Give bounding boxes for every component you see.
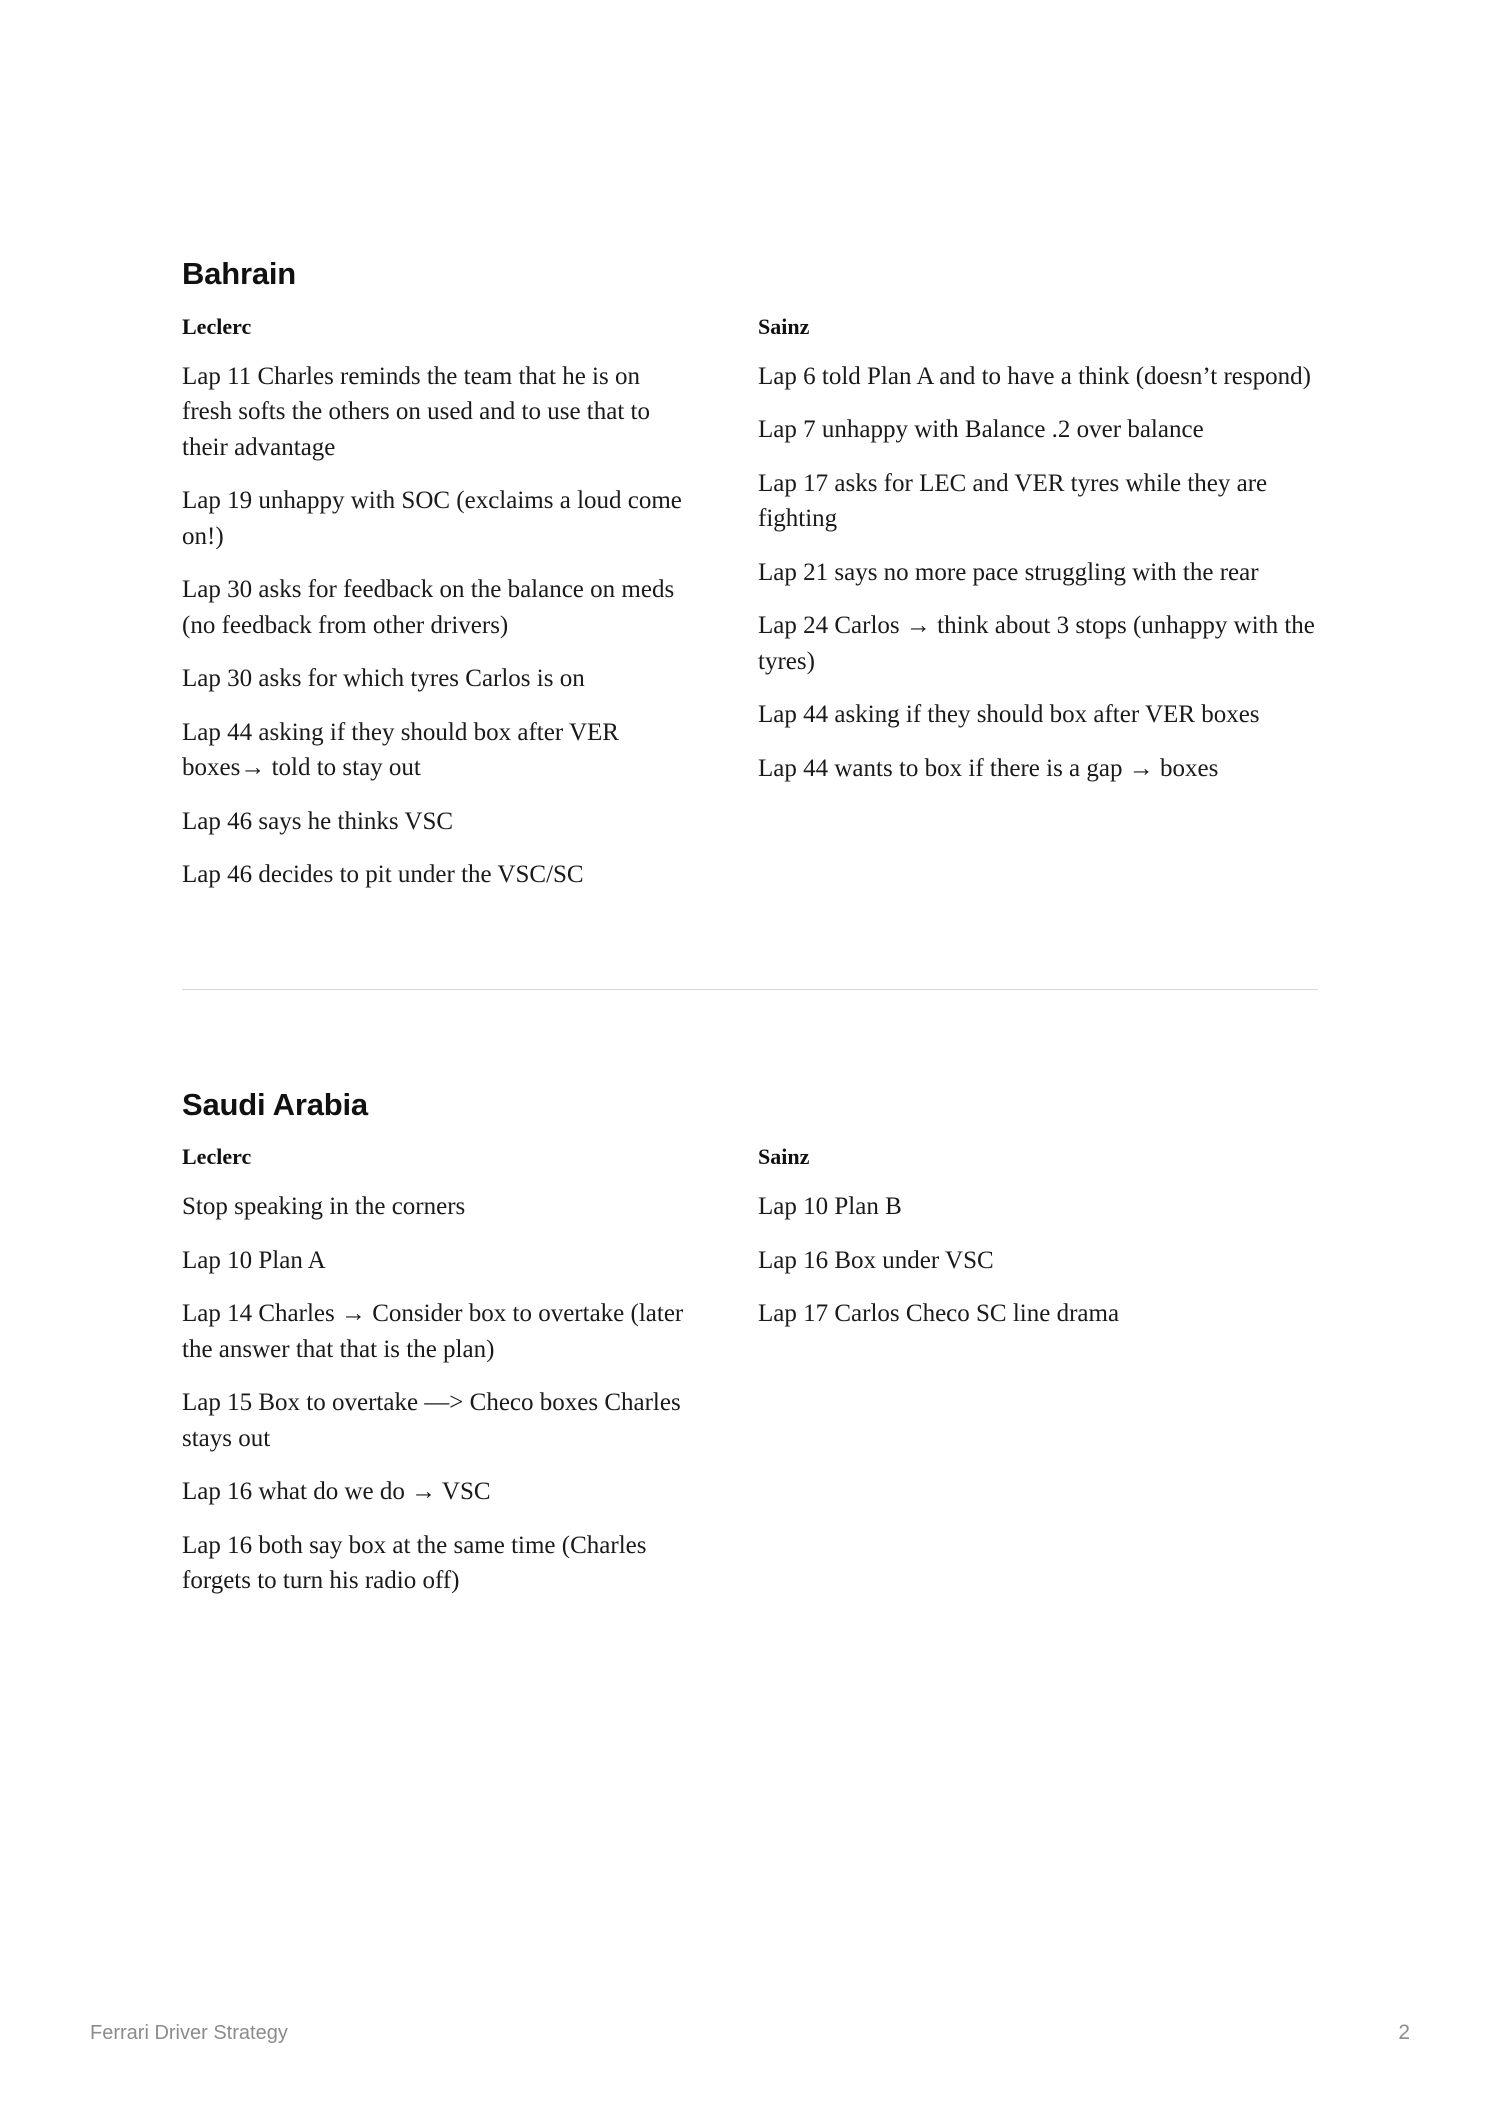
section-title: Bahrain — [182, 256, 297, 291]
column-heading-leclerc: Leclerc — [182, 313, 252, 339]
note-entry: Lap 16 what do we do → VSC — [182, 1478, 491, 1506]
note-entry: Lap 21 says no more pace struggling with the rear — [758, 558, 1259, 586]
note-entry: Lap 24 Carlos → think about 3 stops (unhappy with the tyres) — [758, 612, 1315, 675]
column-heading-leclerc: Leclerc — [182, 1144, 252, 1170]
note-entry: Lap 17 Carlos Checo SC line drama — [758, 1300, 1120, 1328]
note-entry: Lap 46 says he thinks VSC — [182, 807, 454, 835]
footer-label: Ferrari Driver Strategy — [90, 2022, 288, 2044]
note-entry: Lap 16 Box under VSC — [758, 1246, 994, 1274]
column-heading-sainz: Sainz — [758, 1144, 810, 1170]
note-entry: Lap 44 asking if they should box after VER boxes→ told to stay out — [182, 718, 619, 782]
document-content — [182, 0, 1318, 1599]
note-entry: Lap 10 Plan A — [182, 1246, 326, 1274]
note-entry: Lap 30 asks for feedback on the balance on meds (no feedback from other drivers) — [182, 576, 675, 639]
note-entry: Lap 16 both say box at the same time (Charles forgets to turn his radio off) — [182, 1531, 647, 1595]
column-leclerc — [182, 312, 750, 893]
page-footer — [90, 2021, 1410, 2045]
note-entry: Lap 11 Charles reminds the team that he is on fresh softs the others on used and to use that to their advantage — [182, 362, 650, 461]
section-saudi-arabia — [182, 990, 1318, 1599]
section-title: Saudi Arabia — [182, 1086, 368, 1122]
note-entry: Lap 44 wants to box if there is a gap → boxes — [758, 754, 1219, 782]
note-entry: Lap 14 Charles → Consider box to overtake (later the answer that that is the plan) — [182, 1300, 684, 1363]
note-entry: Lap 17 asks for LEC and VER tyres while they are fighting — [758, 469, 1268, 533]
column-sainz — [750, 312, 1318, 786]
note-entry: Lap 44 asking if they should box after VER boxes — [758, 701, 1260, 729]
driver-columns — [182, 312, 1318, 893]
column-leclerc — [182, 1142, 750, 1598]
note-entry: Lap 7 unhappy with Balance .2 over balance — [758, 416, 1204, 444]
driver-columns — [182, 1142, 1318, 1598]
column-sainz — [750, 1142, 1318, 1331]
column-heading-sainz: Sainz — [758, 313, 810, 339]
note-entry: Lap 10 Plan B — [758, 1193, 902, 1221]
section-bahrain — [182, 255, 1318, 893]
footer-page-number: 2 — [1398, 2021, 1410, 2044]
note-entry: Lap 19 unhappy with SOC (exclaims a loud come on!) — [182, 487, 682, 550]
note-entry: Lap 30 asks for which tyres Carlos is on — [182, 665, 585, 693]
note-entry: Stop speaking in the corners — [182, 1193, 466, 1221]
note-entry: Lap 46 decides to pit under the VSC/SC — [182, 861, 584, 889]
note-entry: Lap 15 Box to overtake —> Checo boxes Charles stays out — [182, 1389, 681, 1452]
note-entry: Lap 6 told Plan A and to have a think (doesn’t respond) — [758, 362, 1311, 390]
